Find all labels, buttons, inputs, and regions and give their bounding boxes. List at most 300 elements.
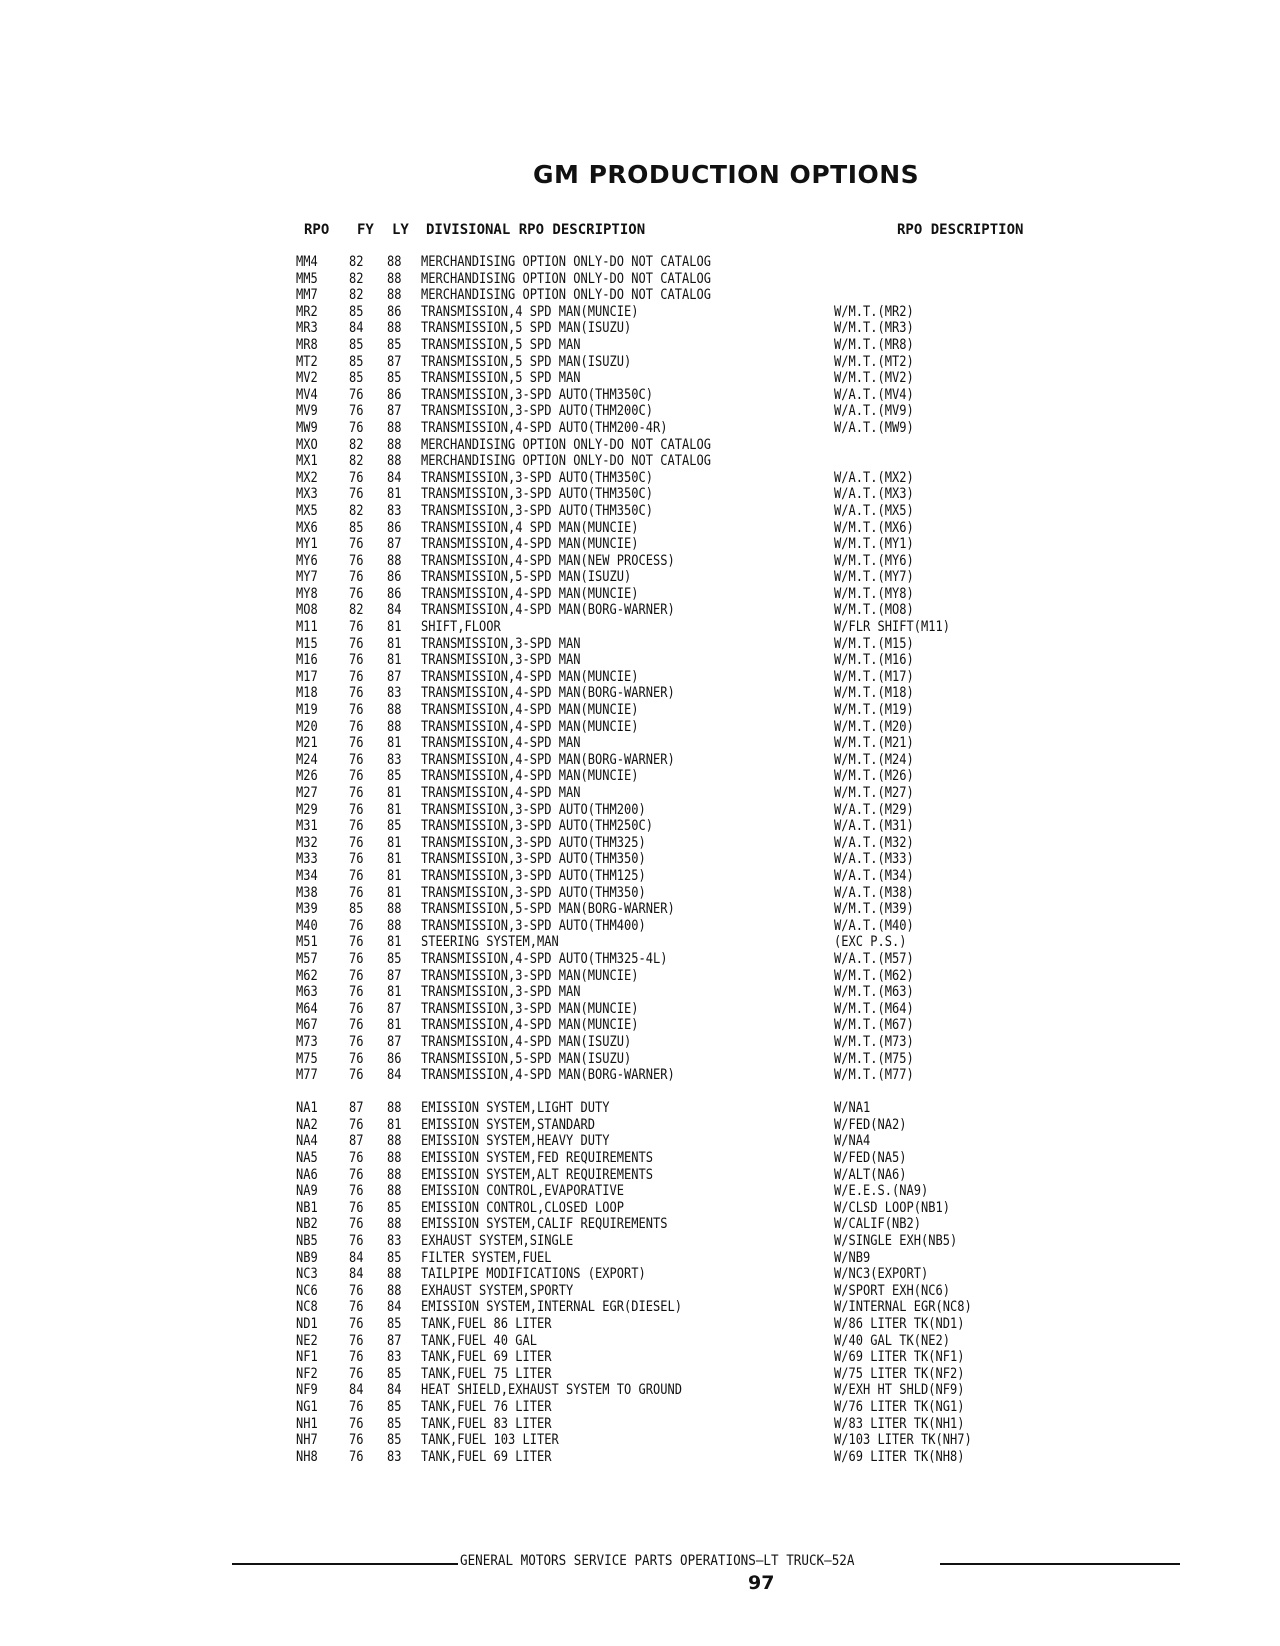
rpo-description: W/A.T.(M32): [834, 834, 914, 851]
divisional-description: TRANSMISSION,4-SPD MAN(BORG-WARNER): [421, 685, 675, 702]
divisional-description: TRANSMISSION,4-SPD AUTO(THM200-4R): [421, 419, 668, 436]
rpo-description: W/CALIF(NB2): [834, 1216, 921, 1233]
last-year: 86: [387, 519, 402, 536]
last-year: 86: [387, 585, 402, 602]
rpo-code: M39: [296, 901, 318, 918]
rpo-code: M20: [296, 718, 318, 735]
first-year: 85: [349, 901, 364, 918]
rpo-code: MY1: [296, 536, 318, 553]
last-year: 81: [387, 984, 402, 1001]
rpo-description: W/A.T.(M31): [834, 818, 914, 835]
table-row: [0, 1449, 1280, 1466]
table-row: [0, 984, 1280, 1001]
table-row: [0, 1183, 1280, 1200]
divisional-description: TRANSMISSION,5-SPD MAN(ISUZU): [421, 569, 632, 586]
last-year: 81: [387, 486, 402, 503]
last-year: 88: [387, 419, 402, 436]
table-row: [0, 520, 1280, 537]
table-row: [0, 934, 1280, 951]
table-row: [0, 569, 1280, 586]
rpo-description: W/M.T.(M73): [834, 1033, 914, 1050]
rpo-code: NB9: [296, 1249, 318, 1266]
rpo-description: W/M.T.(M18): [834, 685, 914, 702]
last-year: 86: [387, 569, 402, 586]
rpo-code: MX1: [296, 453, 318, 470]
rpo-description: W/76 LITER TK(NG1): [834, 1398, 965, 1415]
rpo-description: W/M.T.(M17): [834, 668, 914, 685]
first-year: 76: [349, 1166, 364, 1183]
divisional-description: EMISSION SYSTEM,FED REQUIREMENTS: [421, 1150, 653, 1167]
rpo-description: W/M.T.(M20): [834, 718, 914, 735]
divisional-description: TANK,FUEL 86 LITER: [421, 1316, 552, 1332]
rpo-code: MY8: [296, 585, 318, 602]
rpo-description: W/A.T.(M33): [834, 851, 914, 868]
footer-rule-right: [940, 1563, 1180, 1565]
table-row: [0, 1250, 1280, 1267]
table-row: [0, 1167, 1280, 1184]
rpo-description: W/A.T.(MV4): [834, 386, 914, 403]
table-row: [0, 370, 1280, 387]
divisional-description: EMISSION SYSTEM,INTERNAL EGR(DIESEL): [421, 1299, 682, 1316]
rpo-description: W/M.T.(M64): [834, 1000, 914, 1017]
table-row: [0, 1034, 1280, 1051]
rpo-code: M19: [296, 702, 318, 719]
table-row: [0, 818, 1280, 835]
first-year: 76: [349, 1233, 364, 1250]
table-row: [0, 1366, 1280, 1383]
rpo-code: MX2: [296, 469, 318, 486]
column-header-rpo: RPO: [304, 222, 330, 238]
table-row: [0, 337, 1280, 354]
rpo-code: M17: [296, 668, 318, 685]
first-year: 76: [349, 652, 364, 669]
rpo-code: M27: [296, 785, 318, 801]
first-year: 76: [349, 1282, 364, 1299]
last-year: 81: [387, 867, 402, 884]
table-row: [0, 702, 1280, 719]
table-row: [0, 503, 1280, 520]
divisional-description: TANK,FUEL 69 LITER: [421, 1349, 552, 1366]
rpo-code: NA5: [296, 1150, 318, 1167]
table-row: [0, 1100, 1280, 1117]
rpo-description: W/M.T.(MY6): [834, 552, 914, 569]
table-row: [0, 785, 1280, 802]
divisional-description: EXHAUST SYSTEM,SPORTY: [421, 1282, 574, 1299]
rpo-code: M32: [296, 834, 318, 851]
divisional-description: TRANSMISSION,4-SPD MAN(MUNCIE): [421, 668, 639, 685]
divisional-description: TRANSMISSION,4-SPD MAN(BORG-WARNER): [421, 1067, 675, 1084]
rpo-code: M34: [296, 867, 318, 884]
first-year: 76: [349, 1116, 364, 1133]
rpo-code: M63: [296, 984, 318, 1001]
page-number: 97: [748, 1572, 775, 1594]
first-year: 76: [349, 668, 364, 685]
rpo-description: W/M.T.(M19): [834, 702, 914, 719]
rpo-description: W/A.T.(M34): [834, 867, 914, 884]
last-year: 87: [387, 1033, 402, 1050]
rpo-description: W/CLSD LOOP(NB1): [834, 1199, 950, 1216]
rpo-description: W/A.T.(MX2): [834, 469, 914, 486]
table-row: [0, 1150, 1280, 1167]
divisional-description: TANK,FUEL 69 LITER: [421, 1448, 552, 1465]
rpo-description: W/M.T.(MO8): [834, 602, 914, 619]
table-row: [0, 1117, 1280, 1134]
divisional-description: SHIFT,FLOOR: [421, 619, 501, 636]
divisional-description: TRANSMISSION,4-SPD MAN: [421, 735, 581, 752]
table-row: [0, 470, 1280, 487]
first-year: 76: [349, 1199, 364, 1216]
rpo-code: M16: [296, 652, 318, 669]
last-year: 84: [387, 1382, 402, 1399]
first-year: 76: [349, 469, 364, 486]
rpo-description: W/86 LITER TK(ND1): [834, 1316, 965, 1332]
last-year: 88: [387, 1166, 402, 1183]
divisional-description: TANK,FUEL 76 LITER: [421, 1398, 552, 1415]
last-year: 81: [387, 785, 402, 801]
first-year: 76: [349, 1349, 364, 1366]
rpo-description: W/NB9: [834, 1249, 871, 1266]
rpo-description: W/A.T.(M29): [834, 801, 914, 818]
first-year: 76: [349, 801, 364, 818]
rpo-code: M26: [296, 768, 318, 785]
last-year: 86: [387, 1050, 402, 1067]
rpo-code: M67: [296, 1017, 318, 1034]
rpo-code: NB1: [296, 1199, 318, 1216]
last-year: 85: [387, 1199, 402, 1216]
last-year: 88: [387, 718, 402, 735]
first-year: 76: [349, 934, 364, 951]
first-year: 82: [349, 287, 364, 304]
divisional-description: EMISSION SYSTEM,STANDARD: [421, 1116, 595, 1133]
rpo-description: W/FLR SHIFT(M11): [834, 619, 950, 636]
first-year: 76: [349, 967, 364, 984]
rpo-code: NH8: [296, 1448, 318, 1465]
rpo-description: W/M.T.(M75): [834, 1050, 914, 1067]
options-table: [0, 254, 1280, 1465]
first-year: 76: [349, 1033, 364, 1050]
first-year: 76: [349, 884, 364, 901]
first-year: 85: [349, 303, 364, 320]
rpo-description: W/M.T.(M15): [834, 635, 914, 652]
last-year: 87: [387, 668, 402, 685]
last-year: 85: [387, 370, 402, 387]
table-row: [0, 1200, 1280, 1217]
last-year: 83: [387, 502, 402, 519]
first-year: 76: [349, 1415, 364, 1432]
table-row: [0, 951, 1280, 968]
table-row: [0, 735, 1280, 752]
rpo-description: W/M.T.(MT2): [834, 353, 914, 370]
divisional-description: TANK,FUEL 103 LITER: [421, 1432, 559, 1449]
first-year: 85: [349, 370, 364, 387]
first-year: 82: [349, 254, 364, 270]
first-year: 76: [349, 1398, 364, 1415]
first-year: 76: [349, 1432, 364, 1449]
divisional-description: TRANSMISSION,4-SPD MAN(MUNCIE): [421, 702, 639, 719]
divisional-description: TRANSMISSION,5 SPD MAN(ISUZU): [421, 353, 632, 370]
last-year: 88: [387, 552, 402, 569]
table-row: [0, 752, 1280, 769]
first-year: 85: [349, 353, 364, 370]
table-row: [0, 1416, 1280, 1433]
divisional-description: TRANSMISSION,5 SPD MAN: [421, 370, 581, 387]
last-year: 88: [387, 270, 402, 287]
table-row: [0, 1266, 1280, 1283]
rpo-description: W/M.T.(MR3): [834, 320, 914, 337]
last-year: 88: [387, 436, 402, 453]
rpo-code: NB2: [296, 1216, 318, 1233]
first-year: 76: [349, 834, 364, 851]
divisional-description: TRANSMISSION,3-SPD MAN(MUNCIE): [421, 1000, 639, 1017]
table-row: [0, 619, 1280, 636]
divisional-description: EMISSION CONTROL,EVAPORATIVE: [421, 1183, 624, 1200]
divisional-description: TRANSMISSION,5-SPD MAN(BORG-WARNER): [421, 901, 675, 918]
last-year: 88: [387, 1216, 402, 1233]
last-year: 84: [387, 1299, 402, 1316]
first-year: 76: [349, 702, 364, 719]
first-year: 76: [349, 818, 364, 835]
divisional-description: STEERING SYSTEM,MAN: [421, 934, 559, 951]
last-year: 81: [387, 884, 402, 901]
table-row: [0, 437, 1280, 454]
last-year: 88: [387, 287, 402, 304]
table-row: [0, 1432, 1280, 1449]
last-year: 81: [387, 652, 402, 669]
rpo-description: W/M.T.(MY7): [834, 569, 914, 586]
table-row: [0, 553, 1280, 570]
first-year: 76: [349, 1017, 364, 1034]
last-year: 88: [387, 1183, 402, 1200]
rpo-code: M15: [296, 635, 318, 652]
rpo-code: MX6: [296, 519, 318, 536]
table-row: [0, 387, 1280, 404]
first-year: 76: [349, 403, 364, 420]
first-year: 76: [349, 1316, 364, 1332]
last-year: 81: [387, 735, 402, 752]
first-year: 85: [349, 519, 364, 536]
footer-rule-left: [232, 1563, 458, 1565]
divisional-description: MERCHANDISING OPTION ONLY-DO NOT CATALOG: [421, 436, 711, 453]
column-header-rpo-description: RPO DESCRIPTION: [897, 222, 1024, 238]
last-year: 81: [387, 851, 402, 868]
rpo-description: W/FED(NA2): [834, 1116, 907, 1133]
divisional-description: TRANSMISSION,4-SPD MAN(NEW PROCESS): [421, 552, 675, 569]
rpo-description: W/A.T.(MX3): [834, 486, 914, 503]
rpo-code: ND1: [296, 1316, 318, 1332]
rpo-description: W/75 LITER TK(NF2): [834, 1365, 965, 1382]
rpo-description: W/A.T.(MV9): [834, 403, 914, 420]
divisional-description: TRANSMISSION,3-SPD AUTO(THM350): [421, 884, 646, 901]
last-year: 87: [387, 1332, 402, 1349]
table-row: [0, 1001, 1280, 1018]
table-row: [0, 768, 1280, 785]
divisional-description: TRANSMISSION,3-SPD AUTO(THM250C): [421, 818, 653, 835]
table-row: [0, 868, 1280, 885]
last-year: 81: [387, 1116, 402, 1133]
divisional-description: MERCHANDISING OPTION ONLY-DO NOT CATALOG: [421, 254, 711, 270]
rpo-description: W/A.T.(M57): [834, 950, 914, 967]
first-year: 76: [349, 917, 364, 934]
last-year: 87: [387, 536, 402, 553]
rpo-code: NB5: [296, 1233, 318, 1250]
last-year: 85: [387, 336, 402, 353]
table-row: [0, 354, 1280, 371]
first-year: 76: [349, 1050, 364, 1067]
column-header-ly: LY: [392, 222, 409, 238]
rpo-code: MW9: [296, 419, 318, 436]
divisional-description: EMISSION SYSTEM,HEAVY DUTY: [421, 1133, 610, 1150]
divisional-description: TRANSMISSION,4-SPD AUTO(THM325-4L): [421, 950, 668, 967]
rpo-code: MM7: [296, 287, 318, 304]
rpo-code: MM4: [296, 254, 318, 270]
rpo-code: MT2: [296, 353, 318, 370]
rpo-description: W/M.T.(MY8): [834, 585, 914, 602]
divisional-description: TRANSMISSION,3-SPD AUTO(THM200C): [421, 403, 653, 420]
divisional-description: TRANSMISSION,4-SPD MAN: [421, 785, 581, 801]
page-title: GM PRODUCTION OPTIONS: [533, 160, 920, 189]
divisional-description: EMISSION SYSTEM,LIGHT DUTY: [421, 1100, 610, 1117]
last-year: 85: [387, 1415, 402, 1432]
last-year: 87: [387, 403, 402, 420]
divisional-description: EMISSION SYSTEM,ALT REQUIREMENTS: [421, 1166, 653, 1183]
first-year: 82: [349, 270, 364, 287]
rpo-code: NC8: [296, 1299, 318, 1316]
table-row: [0, 669, 1280, 686]
rpo-code: M38: [296, 884, 318, 901]
divisional-description: TRANSMISSION,3-SPD MAN(MUNCIE): [421, 967, 639, 984]
rpo-description: W/69 LITER TK(NH8): [834, 1448, 965, 1465]
table-row: [0, 1233, 1280, 1250]
last-year: 88: [387, 1266, 402, 1283]
table-row: [0, 536, 1280, 553]
divisional-description: MERCHANDISING OPTION ONLY-DO NOT CATALOG: [421, 270, 711, 287]
last-year: 85: [387, 768, 402, 785]
rpo-description: W/FED(NA5): [834, 1150, 907, 1167]
first-year: 76: [349, 950, 364, 967]
last-year: 85: [387, 1398, 402, 1415]
divisional-description: TRANSMISSION,4-SPD MAN(BORG-WARNER): [421, 751, 675, 768]
rpo-code: NH7: [296, 1432, 318, 1449]
first-year: 82: [349, 436, 364, 453]
first-year: 84: [349, 1249, 364, 1266]
last-year: 86: [387, 386, 402, 403]
divisional-description: TRANSMISSION,4-SPD MAN(MUNCIE): [421, 536, 639, 553]
first-year: 76: [349, 984, 364, 1001]
divisional-description: HEAT SHIELD,EXHAUST SYSTEM TO GROUND: [421, 1382, 682, 1399]
first-year: 76: [349, 1365, 364, 1382]
last-year: 88: [387, 901, 402, 918]
divisional-description: TRANSMISSION,3-SPD AUTO(THM350C): [421, 486, 653, 503]
table-row: [0, 1399, 1280, 1416]
rpo-code: NA6: [296, 1166, 318, 1183]
table-row: [0, 1299, 1280, 1316]
last-year: 85: [387, 1316, 402, 1332]
rpo-description: W/E.E.S.(NA9): [834, 1183, 929, 1200]
table-row: [0, 1333, 1280, 1350]
first-year: 76: [349, 735, 364, 752]
divisional-description: TRANSMISSION,5 SPD MAN(ISUZU): [421, 320, 632, 337]
column-header-divisional-description: DIVISIONAL RPO DESCRIPTION: [426, 222, 646, 238]
table-row: [0, 602, 1280, 619]
last-year: 88: [387, 453, 402, 470]
rpo-description: W/M.T.(M63): [834, 984, 914, 1001]
rpo-code: NA4: [296, 1133, 318, 1150]
table-row: [0, 885, 1280, 902]
last-year: 81: [387, 801, 402, 818]
rpo-description: W/M.T.(M39): [834, 901, 914, 918]
table-row: [0, 1017, 1280, 1034]
table-row: [0, 719, 1280, 736]
table-row: [0, 486, 1280, 503]
last-year: 85: [387, 950, 402, 967]
last-year: 81: [387, 1017, 402, 1034]
rpo-code: NA9: [296, 1183, 318, 1200]
rpo-code: MV2: [296, 370, 318, 387]
table-row: [0, 835, 1280, 852]
rpo-description: W/M.T.(MY1): [834, 536, 914, 553]
last-year: 88: [387, 702, 402, 719]
rpo-code: MV9: [296, 403, 318, 420]
first-year: 76: [349, 635, 364, 652]
first-year: 76: [349, 751, 364, 768]
first-year: 76: [349, 569, 364, 586]
rpo-description: W/A.T.(MW9): [834, 419, 914, 436]
last-year: 85: [387, 1365, 402, 1382]
divisional-description: TRANSMISSION,4-SPD MAN(BORG-WARNER): [421, 602, 675, 619]
last-year: 87: [387, 353, 402, 370]
first-year: 76: [349, 1332, 364, 1349]
first-year: 76: [349, 718, 364, 735]
rpo-code: NA2: [296, 1116, 318, 1133]
last-year: 88: [387, 917, 402, 934]
first-year: 82: [349, 502, 364, 519]
divisional-description: TRANSMISSION,4-SPD MAN(ISUZU): [421, 1033, 632, 1050]
last-year: 88: [387, 254, 402, 270]
divisional-description: TRANSMISSION,3-SPD MAN: [421, 652, 581, 669]
first-year: 76: [349, 536, 364, 553]
rpo-description: W/M.T.(M16): [834, 652, 914, 669]
rpo-description: W/M.T.(M62): [834, 967, 914, 984]
last-year: 88: [387, 1282, 402, 1299]
first-year: 85: [349, 336, 364, 353]
column-header-fy: FY: [357, 222, 374, 238]
divisional-description: TRANSMISSION,3-SPD AUTO(THM350): [421, 851, 646, 868]
rpo-code: M18: [296, 685, 318, 702]
rpo-code: NF9: [296, 1382, 318, 1399]
rpo-description: W/SPORT EXH(NC6): [834, 1282, 950, 1299]
rpo-code: M33: [296, 851, 318, 868]
table-row: [0, 254, 1280, 271]
divisional-description: TANK,FUEL 75 LITER: [421, 1365, 552, 1382]
divisional-description: TRANSMISSION,3-SPD AUTO(THM200): [421, 801, 646, 818]
last-year: 81: [387, 635, 402, 652]
table-row: [0, 403, 1280, 420]
rpo-code: MV4: [296, 386, 318, 403]
rpo-code: NE2: [296, 1332, 318, 1349]
rpo-description: W/INTERNAL EGR(NC8): [834, 1299, 972, 1316]
divisional-description: TRANSMISSION,4-SPD MAN(MUNCIE): [421, 585, 639, 602]
rpo-description: W/NA1: [834, 1100, 871, 1117]
first-year: 76: [349, 685, 364, 702]
last-year: 88: [387, 320, 402, 337]
rpo-code: M40: [296, 917, 318, 934]
table-row: [0, 652, 1280, 669]
rpo-description: W/M.T.(M24): [834, 751, 914, 768]
rpo-code: M24: [296, 751, 318, 768]
rpo-code: M21: [296, 735, 318, 752]
rpo-code: NG1: [296, 1398, 318, 1415]
divisional-description: TRANSMISSION,3-SPD AUTO(THM125): [421, 867, 646, 884]
